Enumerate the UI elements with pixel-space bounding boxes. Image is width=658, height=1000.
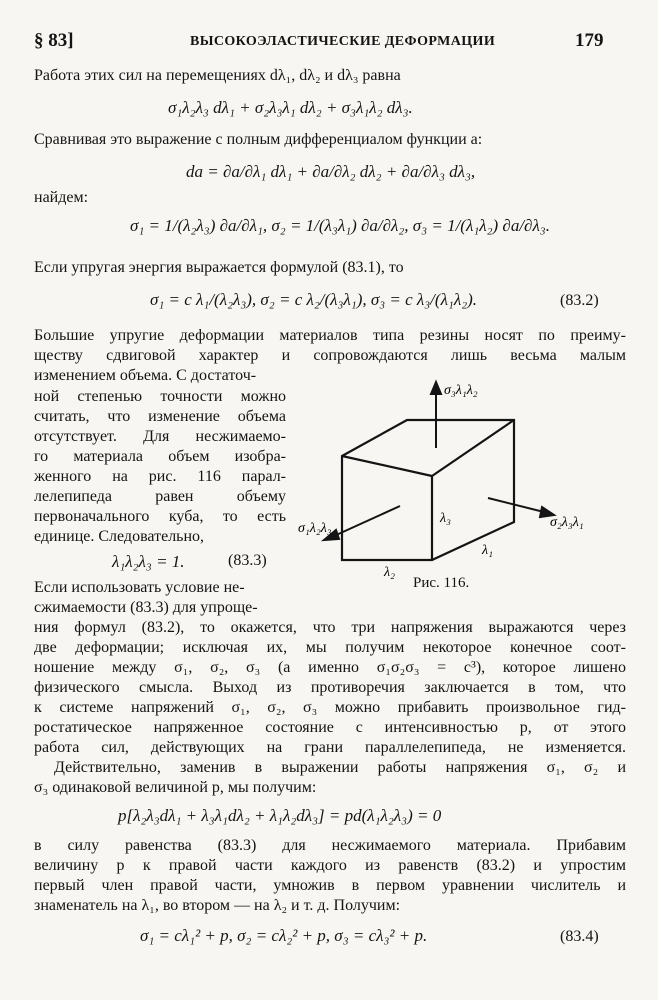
page-number: 179 (575, 30, 604, 51)
equation-number: (83.2) (560, 292, 599, 309)
text-line: Работа этих сил на перемещениях dλ₁, dλ₂ и dλ₃ равна (34, 67, 401, 84)
text-line: работа сил, действующих на грани параллелепипеда, не изменяется. (34, 739, 626, 756)
text-line: единице. Следовательно, (34, 528, 205, 545)
section-number: § 83] (34, 30, 74, 51)
parallelepiped-edges (342, 420, 514, 560)
text-line: сжимаемости (83.3) для упроще- (34, 599, 258, 616)
formula-incompressible: λ₁λ₂λ₃ = 1. (112, 552, 185, 571)
text-line: ния формул (83.2), то окажется, что три напряжения выражаются через (34, 619, 626, 636)
formula-hydrostatic-work: p[λ₂λ₃dλ₁ + λ₃λ₁dλ₂ + λ₁λ₂dλ₃] = pd(λ₁λ₂λ₃) = 0 (118, 806, 442, 825)
text-line: физического смысла. Выход из противоречия заключается в том, что (34, 679, 626, 696)
label-sigma3: σ₃λ₁λ₂ (444, 383, 478, 398)
label-sigma2: σ₂λ₃λ₁ (550, 515, 584, 530)
text-line: женного на рис. 116 парал- (34, 468, 286, 485)
label-lambda2: λ₂ (384, 565, 395, 580)
text-line: Если использовать условие не- (34, 579, 245, 596)
text-line: σ₃ одинаковой величиной p, мы получим: (34, 779, 317, 796)
text-line: го материала объем изобра- (34, 448, 286, 465)
text-line: две деформации; исключая их, мы получим некоторое конечное соот- (34, 639, 626, 656)
text-line: найдем: (34, 189, 89, 206)
text-line: Действительно, заменив в выражении работы напряжения σ₁, σ₂ и (54, 759, 626, 776)
text-line: ной степенью точности можно (34, 388, 286, 405)
text-line: ществу сдвиговой характер и сопровождаются лишь весьма малым (34, 347, 626, 364)
formula-sigma-c: σ₁ = c λ₁/(λ₂λ₃), σ₂ = c λ₂/(λ₃λ₁), σ₃ = c λ₃/(λ₁λ₂). (150, 290, 478, 309)
label-sigma1: σ₁λ₂λ₃ (298, 521, 332, 536)
text-line: к системе напряжений σ₁, σ₂, σ₃ можно прибавить произвольное гид- (34, 699, 626, 716)
text-line: считать, что изменение объема (34, 408, 286, 425)
label-lambda1: λ₁ (482, 543, 493, 558)
text-line: в силу равенства (83.3) для несжимаемого материала. Прибавим (34, 837, 626, 854)
text-line: величину p к правой части каждого из равенств (83.2) и упростим (34, 857, 626, 874)
formula-work: σ₁λ₂λ₃ dλ₁ + σ₂λ₃λ₁ dλ₂ + σ₃λ₁λ₂ dλ₃. (168, 98, 413, 117)
text-line: изменением объема. С достаточ- (34, 367, 257, 384)
formula-differential: da = ∂a/∂λ₁ dλ₁ + ∂a/∂λ₂ dλ₂ + ∂a/∂λ₃ dλ₃, (186, 162, 476, 181)
text-line: Если упругая энергия выражается формулой (83.1), то (34, 259, 404, 276)
text-line: первоначального куба, то есть (34, 508, 286, 525)
figure-parallelepiped (292, 376, 638, 596)
running-title: ВЫСОКОЭЛАСТИЧЕСКИЕ ДЕФОРМАЦИИ (190, 34, 496, 49)
text-line: отсутствует. Для несжимаемо- (34, 428, 286, 445)
text-line: ростатическое напряженное состояние с интенсивностью p, от этого (34, 719, 626, 736)
text-line: Большие упругие деформации материалов типа резины носят по преиму- (34, 327, 626, 344)
text-line: знаменатель на λ₁, во втором — на λ₂ и т. д. Получим: (34, 897, 401, 914)
text-line: Сравнивая это выражение с полным дифференциалом функции a: (34, 131, 483, 148)
formula-sigma-derivatives: σ₁ = 1/(λ₂λ₃) ∂a/∂λ₁, σ₂ = 1/(λ₃λ₁) ∂a/∂λ₂, σ₃ = 1/(λ₁λ₂) ∂a/∂λ₃. (130, 216, 550, 235)
equation-number: (83.4) (560, 928, 599, 945)
text-line: ношение между σ₁, σ₂, σ₃ (а именно σ₁σ₂σ₃ = c³), которое лишено (34, 659, 626, 676)
text-line: первый член правой части, умножив в первом уравнении числитель и (34, 877, 626, 894)
stress-arrows (324, 382, 554, 540)
text-line: лелепипеда равен объему (34, 488, 286, 505)
label-lambda3: λ₃ (440, 511, 451, 526)
equation-number: (83.3) (228, 552, 267, 569)
formula-final-stresses: σ₁ = cλ₁² + p, σ₂ = cλ₂² + p, σ₃ = cλ₃² + p. (140, 926, 428, 945)
figure-caption: Рис. 116. (413, 575, 470, 591)
